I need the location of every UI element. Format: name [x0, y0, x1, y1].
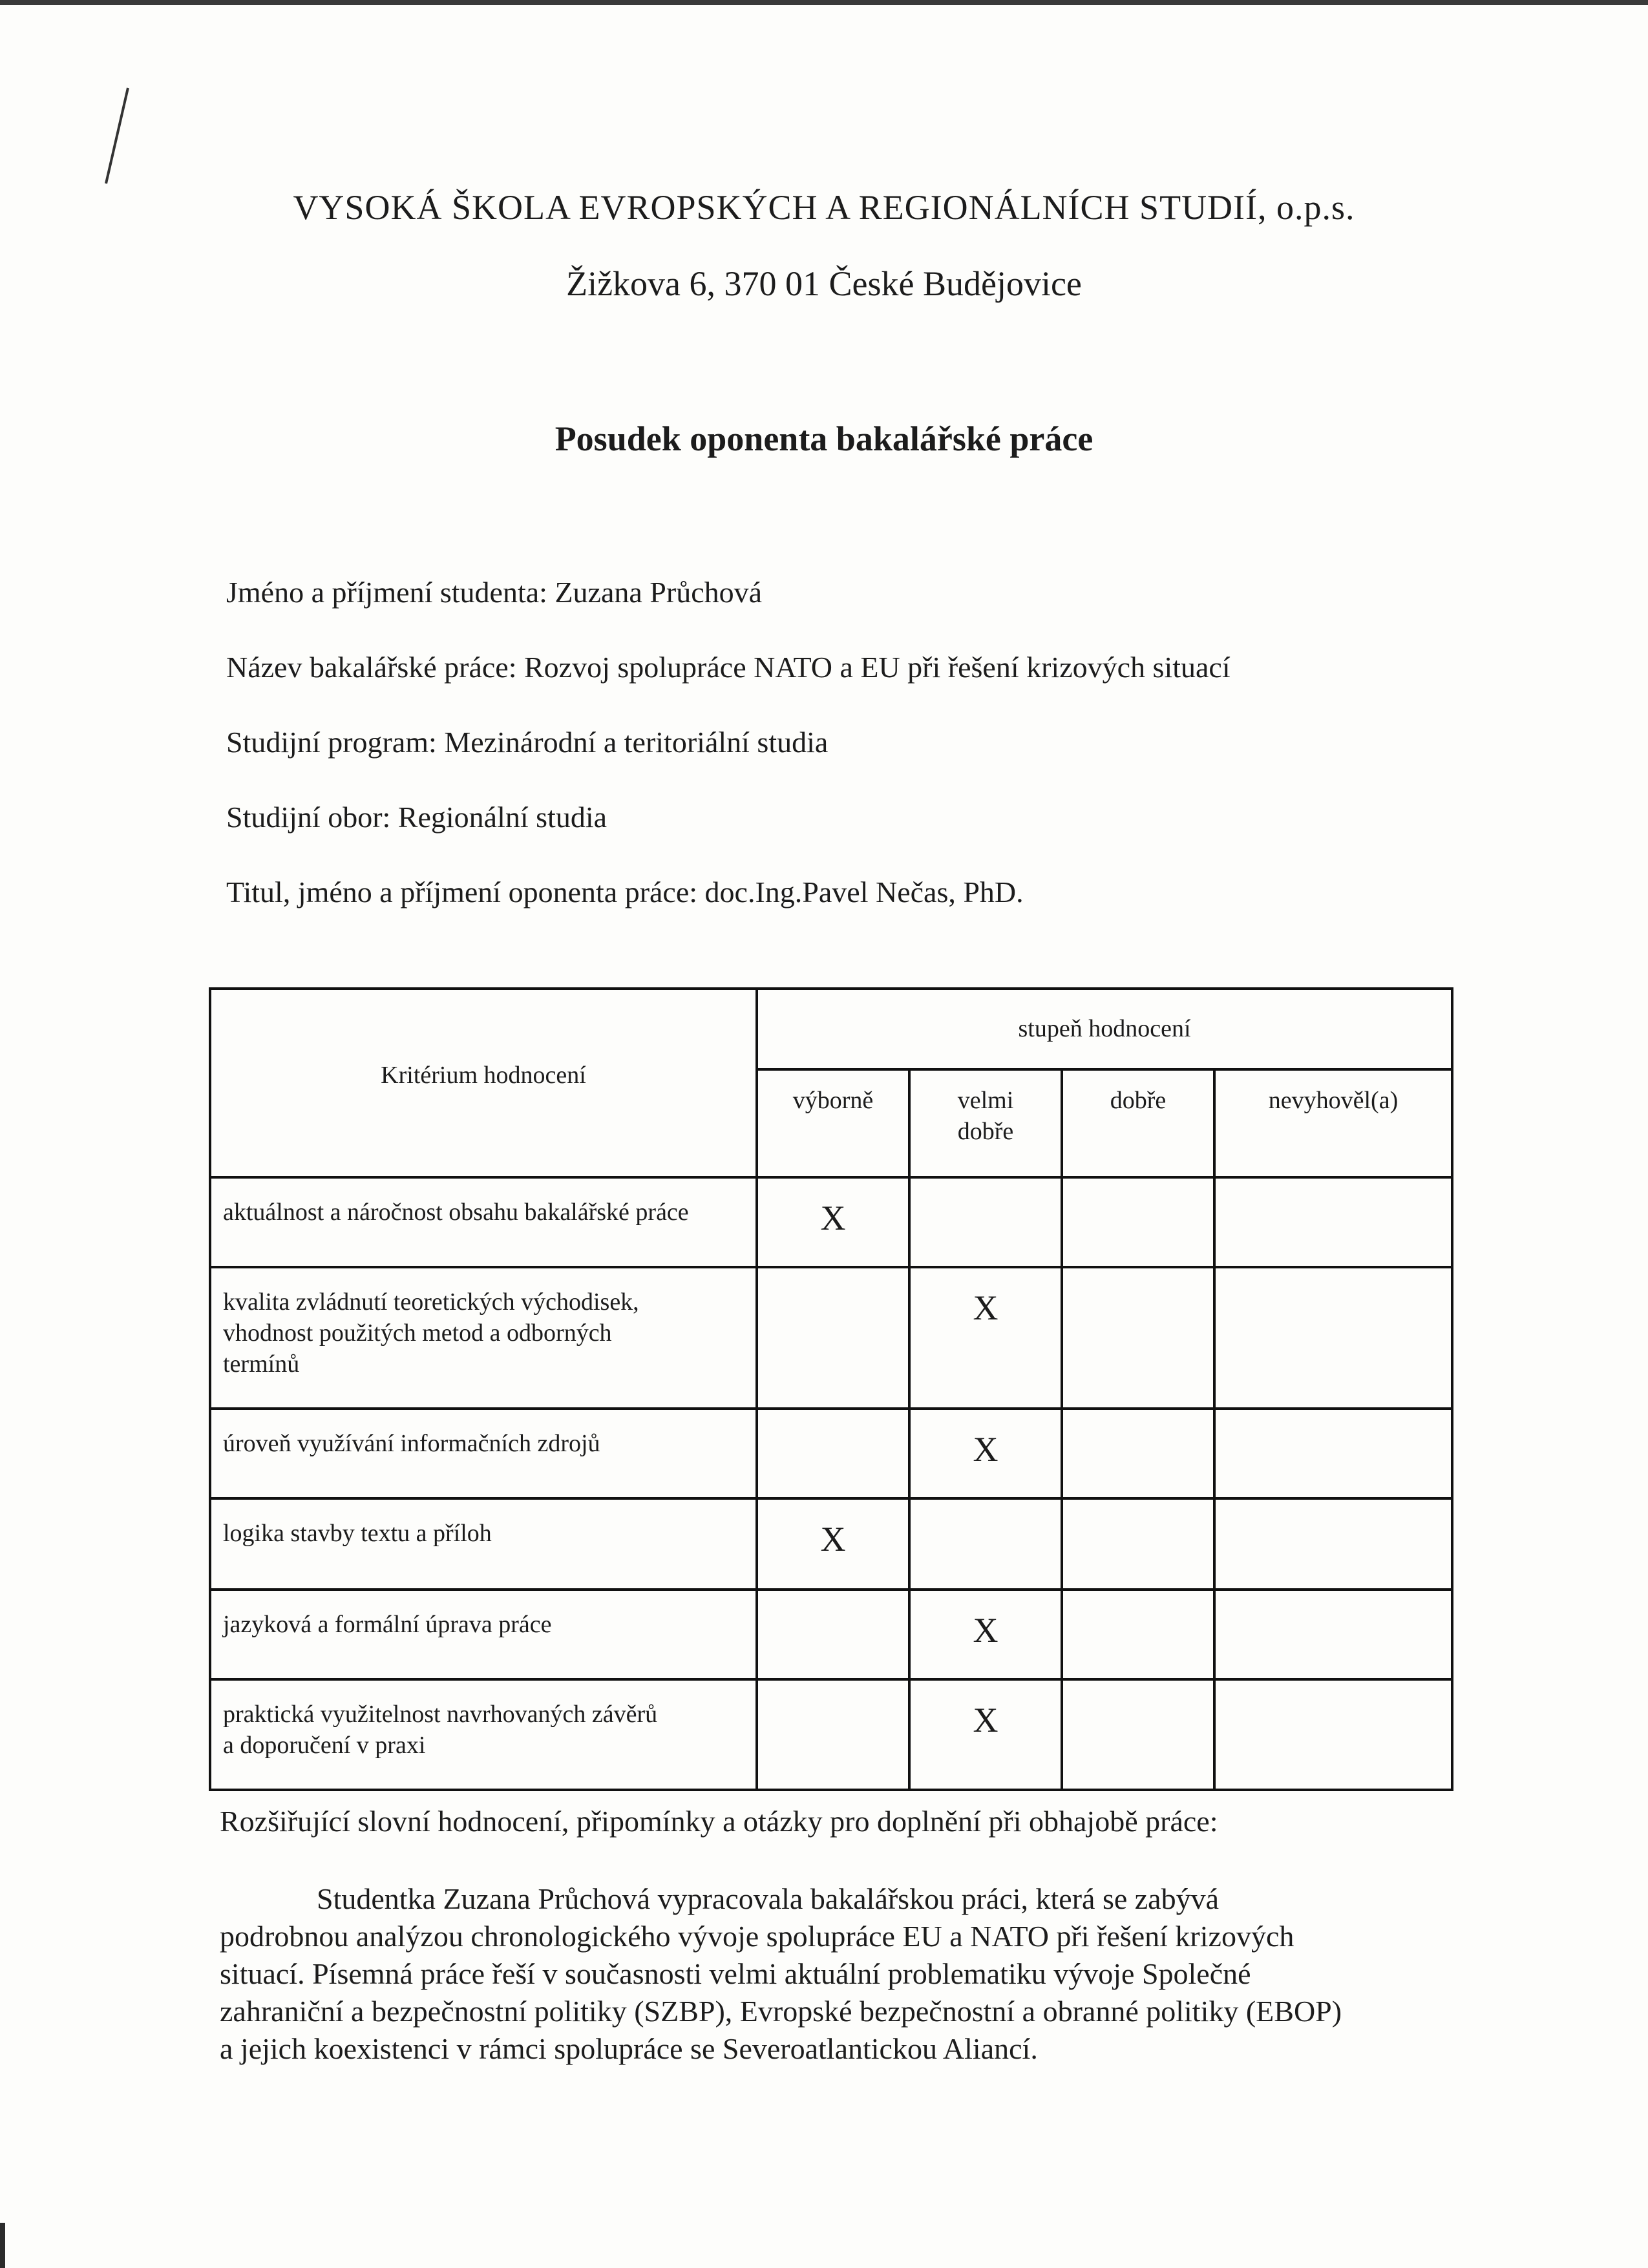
grade-cell	[757, 1679, 909, 1790]
grade-mark: X	[973, 1288, 998, 1327]
criterion-label: aktuálnost a náročnost obsahu bakalářské práce	[210, 1177, 757, 1267]
grade-very-good: velmi dobře	[909, 1069, 1062, 1177]
grade-cell	[909, 1679, 1062, 1790]
grade-cell	[1214, 1177, 1452, 1267]
grade-cell	[1062, 1267, 1214, 1409]
grade-cell	[909, 1267, 1062, 1409]
reviewer-field: Titul, jméno a příjmení oponenta práce: doc.Ing.Pavel Nečas, PhD.	[226, 876, 1024, 908]
grade-mark: X	[820, 1198, 846, 1237]
criterion-header: Kritérium hodnocení	[210, 989, 757, 1177]
grade-cell	[757, 1267, 909, 1409]
remarks-line: situací. Písemná práce řeší v současnosti velmi aktuální problematiku vývoje Společné	[220, 1957, 1251, 1990]
grade-cell	[909, 1409, 1062, 1498]
criterion-row	[210, 1409, 1452, 1498]
study-program-field: Studijní program: Mezinárodní a teritoriální studia	[226, 726, 829, 759]
grade-cell	[757, 1498, 909, 1590]
grade-cell	[1062, 1177, 1214, 1267]
criterion-label: kvalita zvládnutí teoretických východisek, vhodnost použitých metod a odborných termínů	[210, 1267, 757, 1409]
remarks-line: podrobnou analýzou chronologického vývoje spolupráce EU a NATO při řešení krizových	[220, 1920, 1294, 1953]
grade-good: dobře	[1062, 1069, 1214, 1177]
grade-cell	[1214, 1267, 1452, 1409]
institution-name: VYSOKÁ ŠKOLA EVROPSKÝCH A REGIONÁLNÍCH STUDIÍ, o.p.s.	[293, 188, 1355, 227]
scan-edge-left	[0, 2223, 5, 2268]
grade-cell	[1062, 1679, 1214, 1790]
grade-cell	[1062, 1409, 1214, 1498]
grade-cell	[1062, 1590, 1214, 1679]
grade-cell	[1214, 1679, 1452, 1790]
grade-failed: nevyhověl(a)	[1214, 1069, 1452, 1177]
remarks-line: zahraniční a bezpečnostní politiky (SZBP), Evropské bezpečnostní a obranné politiky (EBOP)	[220, 1995, 1342, 2028]
criterion-label: jazyková a formální úprava práce	[210, 1590, 757, 1679]
grade-cell	[909, 1498, 1062, 1590]
grade-cell	[909, 1590, 1062, 1679]
criterion-label: praktická využitelnost navrhovaných závěrů a doporučení v praxi	[210, 1679, 757, 1790]
grade-cell	[1214, 1409, 1452, 1498]
criterion-label: úroveň využívání informačních zdrojů	[210, 1409, 757, 1498]
evaluation-table	[209, 987, 1453, 1791]
remarks-line: Studentka Zuzana Průchová vypracovala bakalářskou práci, která se zabývá	[317, 1882, 1220, 1915]
grade-mark: X	[973, 1700, 998, 1739]
criterion-label: logika stavby textu a příloh	[210, 1498, 757, 1590]
remarks-line: a jejich koexistenci v rámci spolupráce se Severoatlantickou Aliancí.	[220, 2032, 1038, 2065]
criterion-row	[210, 1679, 1452, 1790]
grade-cell	[1214, 1590, 1452, 1679]
pen-stroke-mark	[97, 84, 136, 187]
study-field-field: Studijní obor: Regionální studia	[226, 801, 607, 834]
grade-cell	[1062, 1498, 1214, 1590]
institution-address: Žižkova 6, 370 01 České Budějovice	[566, 264, 1082, 303]
criterion-row	[210, 1498, 1452, 1590]
remarks-heading: Rozšiřující slovní hodnocení, připomínky a otázky pro doplnění při obhajobě práce:	[220, 1805, 1218, 1838]
remarks-paragraph	[220, 1880, 1461, 2068]
grade-cell	[757, 1177, 909, 1267]
grade-mark: X	[973, 1430, 998, 1469]
grade-cell	[909, 1177, 1062, 1267]
grade-header: stupeň hodnocení	[757, 989, 1452, 1069]
grade-mark: X	[973, 1610, 998, 1650]
grade-cell	[757, 1409, 909, 1498]
thesis-title-field: Název bakalářské práce: Rozvoj spolupráce NATO a EU při řešení krizových situací	[226, 651, 1231, 684]
criterion-row	[210, 1267, 1452, 1409]
criterion-row	[210, 1590, 1452, 1679]
grade-cell	[757, 1590, 909, 1679]
grade-cell	[1214, 1498, 1452, 1590]
scan-edge-top	[0, 0, 1648, 5]
criterion-row	[210, 1177, 1452, 1267]
document-title: Posudek oponenta bakalářské práce	[555, 419, 1093, 458]
grade-mark: X	[820, 1520, 846, 1559]
student-name-field: Jméno a příjmení studenta: Zuzana Průchová	[226, 576, 763, 609]
grade-excellent: výborně	[757, 1069, 909, 1177]
